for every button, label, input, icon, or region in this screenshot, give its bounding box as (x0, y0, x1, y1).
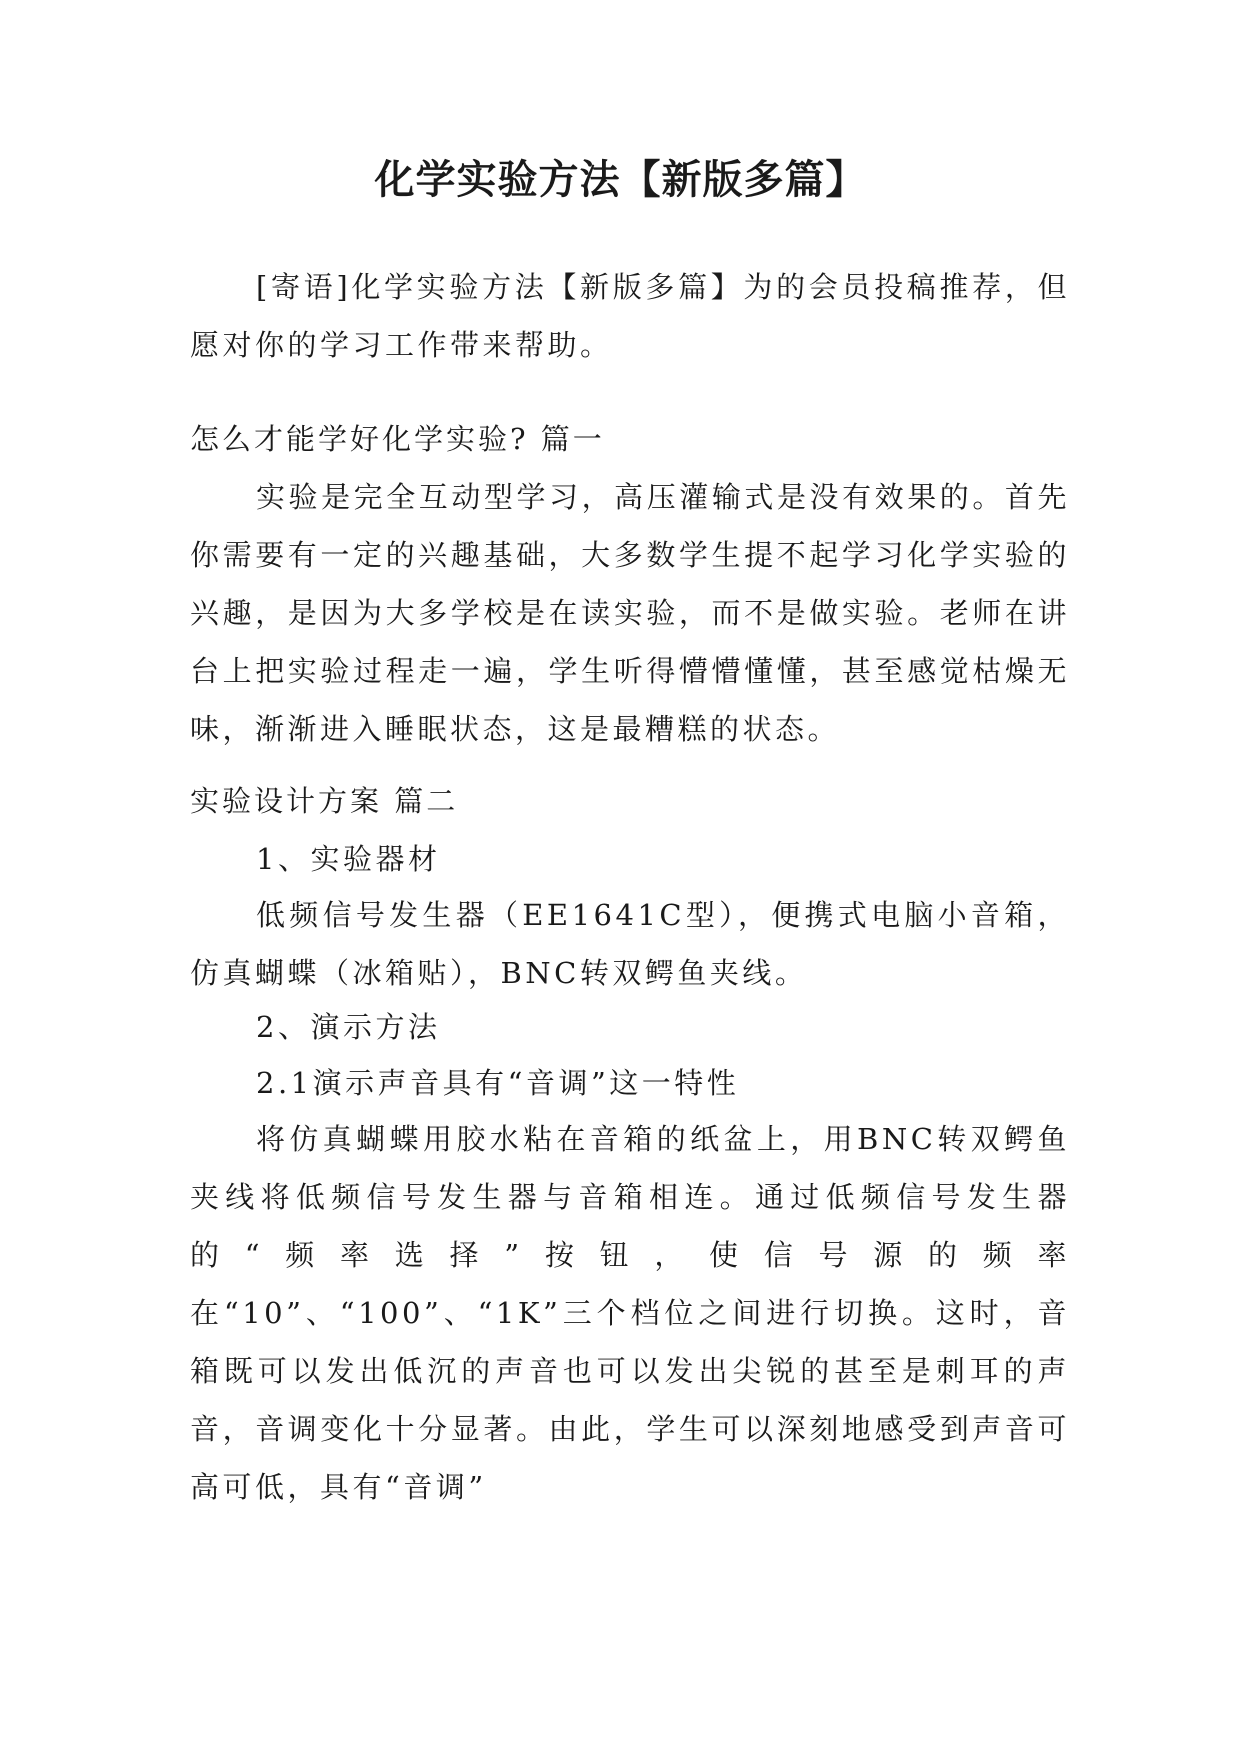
intro-paragraph: [寄语]化学实验方法【新版多篇】为的会员投稿推荐，但愿对你的学习工作带来帮助。 (190, 270, 1070, 362)
section2-heading: 实验设计方案 篇二 (190, 784, 459, 818)
page-title: 化学实验方法【新版多篇】 (374, 156, 867, 203)
section2-item1-label: 1、实验器材 (256, 842, 441, 876)
section2-item1-text: 低频信号发生器（EE1641C型），便携式电脑小音箱，仿真蝴蝶（冰箱贴），BNC转双鳄鱼夹线。 (190, 898, 1070, 990)
section1-paragraph: 实验是完全互动型学习，高压灌输式是没有效果的。首先你需要有一定的兴趣基础，大多数学生提不起学习化学实验的兴趣，是因为大多学校是在读实验，而不是做实验。老师在讲台上把实验过程走一遍，学生听得懵懵懂懂，甚至感觉枯燥无味，渐渐进入睡眠状态，这是最糟糕的状态。 (190, 480, 1070, 746)
section2-item2-label: 2、演示方法 (256, 1010, 441, 1044)
section2-item2-1-text: 将仿真蝴蝶用胶水粘在音箱的纸盆上，用BNC转双鳄鱼夹线将低频信号发生器与音箱相连。通过低频信号发生器的“频率选择”按钮，使信号源的频率在“10”、“100”、“1K”三个档位之间进行切换。这时，音箱既可以发出低沉的声音也可以发出尖锐的甚至是刺耳的声音，音调变化十分显著。由此，学生可以深刻地感受到声音可高可低，具有“音调” (190, 1122, 1070, 1504)
section1-heading: 怎么才能学好化学实验? 篇一 (190, 422, 605, 456)
section2-item2-1-label: 2.1演示声音具有“音调”这一特性 (256, 1066, 740, 1100)
